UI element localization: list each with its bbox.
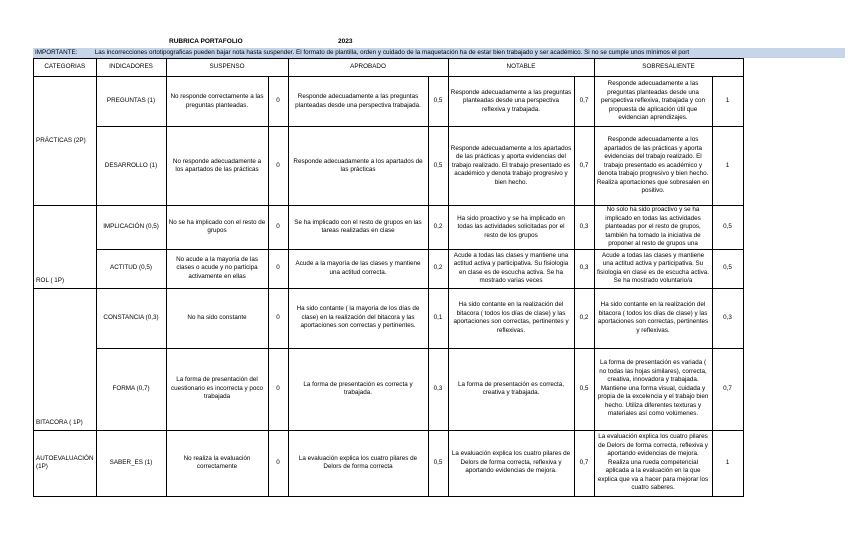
category-bitacora: BITACORA ( 1P) (34, 288, 97, 430)
col-header-notable: NOTABLE (448, 59, 594, 77)
table-row (34, 348, 744, 430)
aprobado-score: 0,5 (428, 430, 448, 496)
category-autoevaluacion: AUTOEVALUACIÓN (1P) (34, 430, 97, 496)
table-row (34, 206, 744, 250)
notable-cell: Responde adecuadamente a los apartados de las prácticas y aporta evidencias del trabajo realizado. El trabajo presentado es académico y denota trabajo progresivo y bien hecho. (448, 127, 574, 206)
notable-score: 0,7 (574, 127, 594, 206)
suspenso-score: 0 (268, 77, 288, 127)
aprobado-cell: La forma de presentación es correcta y trabajada. (288, 348, 428, 430)
suspenso-cell: No se ha implicado con el resto de grupos (166, 206, 268, 250)
sobresaliente-score: 0,5 (712, 206, 743, 250)
suspenso-cell: La forma de presentación del cuestionario es incorrecta y poco trabajada (166, 348, 268, 430)
aprobado-score: 0,5 (428, 77, 448, 127)
suspenso-score: 0 (268, 288, 288, 348)
important-label: IMPORTANTE: (35, 49, 78, 56)
indicator-cell: PREGUNTAS (1) (96, 77, 166, 127)
category-rol: ROL ( 1P) (34, 206, 97, 289)
suspenso-score: 0 (268, 430, 288, 496)
sobresaliente-cell: No solo ha sido proactivo y se ha implicado en todas las actividades planteadas por el resto de grupos, también ha tomado la iniciativa de proponer al resto de grupos una (594, 206, 712, 250)
sobresaliente-score: 1 (712, 430, 743, 496)
aprobado-cell: Responde adecuadamente a las preguntas planteadas desde una perspectiva trabajada. (288, 77, 428, 127)
table-row (34, 127, 744, 206)
col-header-suspenso: SUSPENSO (166, 59, 288, 77)
sobresaliente-cell: La forma de presentación es variada ( no todas las hojas similares), correcta, creativa, innovadora y trabajada. Mantiene una forma visual, cuidada y propia de la excelencia y el trabajo bien hecho. Utiliza diferentes texturas y materiales así como volúmenes. (594, 348, 712, 430)
suspenso-cell: No responde correctamente a las preguntas planteadas. (166, 77, 268, 127)
aprobado-cell: Se ha implicado con el resto de grupos en las tareas realizadas en clase (288, 206, 428, 250)
rubric-table (33, 58, 744, 497)
notable-cell: Acude a todas las clases y mantiene una actitud activa y participativa. Su fisiologia en clase es de escucha activa. Se ha mostrado varias veces (448, 249, 574, 288)
notable-score: 0,3 (574, 249, 594, 288)
important-text: Las incorrecciones ortotipograficas pueden bajar nota hasta suspender. El formato de plantilla, orden y cuidado de la maquetación ha de estar bien trabajado y ser académico. Si no se cumple unos mínimos el port (94, 49, 690, 56)
suspenso-cell: No realiza la evaluación correctamente (166, 430, 268, 496)
table-row (34, 288, 744, 348)
aprobado-cell: Acude a la mayoría de las clases y mantiene una actitud correcta. (288, 249, 428, 288)
aprobado-cell: Ha sido contante ( la mayoria de los días de clase) en la realización del bitacora y las aportaciones son correctas y pertinentes. (288, 288, 428, 348)
col-header-sobresaliente: SOBRESALIENTE (594, 59, 743, 77)
aprobado-score: 0,5 (428, 127, 448, 206)
sobresaliente-cell: Ha sido contante en la realización del bitacora ( todos los días de clase) y las aportaciones son correctas, pertinentes y reflexivas. (594, 288, 712, 348)
col-header-aprobado: APROBADO (288, 59, 448, 77)
aprobado-score: 0,3 (428, 348, 448, 430)
suspenso-cell: No responde adecuadamente a los apartados de las prácticas (166, 127, 268, 206)
suspenso-score: 0 (268, 348, 288, 430)
notable-score: 0,5 (574, 348, 594, 430)
notable-cell: La evaluación explica los cuatro pilares de Delors de forma correcta, reflexiva y aportando evidencias de mejora. (448, 430, 574, 496)
sobresaliente-cell: Responde adecuadamente a las preguntas planteadas desde una perspectiva reflexiva, trabajada y con propuesta de aplicación útil que evidencian aprendizajes. (594, 77, 712, 127)
aprobado-cell: La evaluación explica los cuatro pilares de Delors de forma correcta (288, 430, 428, 496)
suspenso-score: 0 (268, 206, 288, 250)
suspenso-cell: No acude a la mayoría de las clases o acude y no participa activamente en ellas (166, 249, 268, 288)
notable-cell: Ha sido contante en la realización del bitacora ( todos los días de clase) y las aportaciones son correctas, pertinentes y reflexivas. (448, 288, 574, 348)
aprobado-score: 0,2 (428, 249, 448, 288)
indicator-cell: CONSTANCIA (0,3) (96, 288, 166, 348)
table-row (34, 77, 744, 127)
important-notice (33, 48, 845, 58)
indicator-cell: DESARROLLO (1) (96, 127, 166, 206)
indicator-cell: FORMA (0,7) (96, 348, 166, 430)
notable-score: 0,3 (574, 206, 594, 250)
sobresaliente-score: 1 (712, 77, 743, 127)
notable-cell: Responde adecuadamente a las preguntas planteadas desde una perspectiva reflexiva y trabajada. (448, 77, 574, 127)
indicator-cell: SABER_ES (1) (96, 430, 166, 496)
rubric-title: RUBRICA PORTAFOLIO (169, 38, 243, 45)
indicator-cell: ACTITUD (0,5) (96, 249, 166, 288)
table-row (34, 249, 744, 288)
table-header-row (34, 59, 744, 77)
notable-cell: Ha sido proactivo y se ha implicado en todas las actividades solicitadas por el resto de los grupos (448, 206, 574, 250)
sobresaliente-cell: Responde adecuadamente a los apartados de las prácticas y aporta evidencias del trabajo realizado. El trabajo presentado es académico y denota trabajo progresivo y bien hecho. Realiza aportaciones que sobresalen en positivo. (594, 127, 712, 206)
suspenso-cell: No ha sido constante (166, 288, 268, 348)
category-practicas: PRÁCTICAS (2P) (34, 77, 97, 206)
sobresaliente-score: 0,7 (712, 348, 743, 430)
notable-score: 0,7 (574, 430, 594, 496)
notable-cell: La forma de presentación es correcta, creativa y trabajada. (448, 348, 574, 430)
notable-score: 0,7 (574, 77, 594, 127)
rubric-year: 2023 (338, 38, 353, 45)
aprobado-cell: Responde adecuadamente a los apartados de las prácticas (288, 127, 428, 206)
col-header-indicadores: INDICADORES (96, 59, 166, 77)
sobresaliente-score: 0,5 (712, 249, 743, 288)
indicator-cell: IMPLICACIÓN (0,5) (96, 206, 166, 250)
sobresaliente-cell: Acude a todas las clases y mantiene una actitud activa y participativa. Su fisiologia en clase es de escucha activa. Se ha mostrado voluntario/a (594, 249, 712, 288)
sobresaliente-score: 0,3 (712, 288, 743, 348)
suspenso-score: 0 (268, 127, 288, 206)
table-row (34, 430, 744, 496)
aprobado-score: 0,2 (428, 206, 448, 250)
suspenso-score: 0 (268, 249, 288, 288)
sobresaliente-score: 1 (712, 127, 743, 206)
col-header-categorias: CATEGORIAS (34, 59, 97, 77)
sobresaliente-cell: La evaluación explica los cuatro pilares de Delors de forma correcta, reflexiva y aportando evidencias de mejora. Realiza una rueda competencial aplicada a la evaluación en la que explica que va a hacer para mejorar los cuatro saberes. (594, 430, 712, 496)
notable-score: 0,2 (574, 288, 594, 348)
aprobado-score: 0,1 (428, 288, 448, 348)
